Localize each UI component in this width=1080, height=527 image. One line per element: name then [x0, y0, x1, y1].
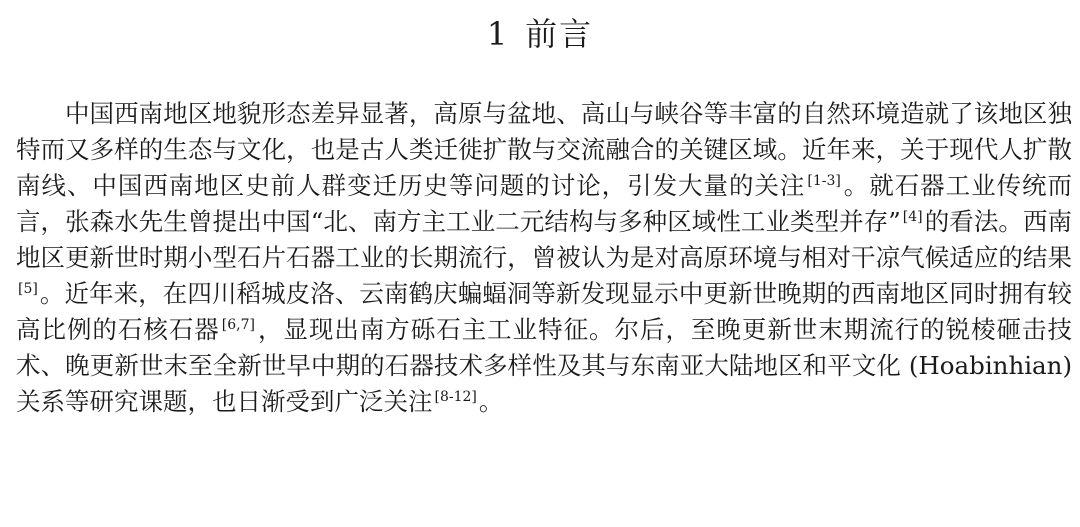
text-segment: 。 — [478, 387, 504, 416]
text-segment: 中国西南地区地貌形态差异显著，高原与盆地、高山与峡谷等丰富的自然环境造就了该地区独特而又多样的生态与文化，也是古人类迁徙扩散与交流融合的关键区域。近年来，关于现代人扩散南线、中国西南地区史前人群变迁历史等问题的讨论，引发大量的关注 — [16, 99, 1072, 200]
citation-ref: [6,7] — [221, 317, 255, 333]
section-title: 前言 — [525, 15, 594, 53]
citation-ref: [4] — [902, 209, 923, 225]
section-heading — [0, 12, 1080, 56]
citation-ref: [1-3] — [807, 173, 841, 189]
citation-ref: [8-12] — [434, 389, 477, 405]
section-number: 1 — [486, 15, 510, 53]
text-segment: 的看法。西南地区更新世时期小型石片石器工业的长期流行，曾被认为是对高原环境与相对干凉气候适应的结果 — [16, 207, 1073, 272]
citation-ref: [5] — [18, 281, 38, 297]
text-segment: ，显现出南方砾石主工业特征。尔后，至晚更新世末期流行的锐棱砸击技术、晚更新世末至全新世早中期的石器技术多样性及其与东南亚大陆地区和平文化 (Hoabinhian) 关系等研究课题，也日渐受到广泛关注 — [16, 315, 1073, 416]
text-segment: 。就石器工业传统而言，张森水先生曾提出中国“北、南方主工业二元结构与多种区域性工业类型并存” — [16, 171, 1072, 236]
text-segment: 。近年来，在四川稻城皮洛、云南鹤庆蝙蝠洞等新发现显示中更新世晚期的西南地区同时拥有较高比例的石核石器 — [16, 279, 1072, 344]
intro-paragraph — [16, 96, 1072, 420]
